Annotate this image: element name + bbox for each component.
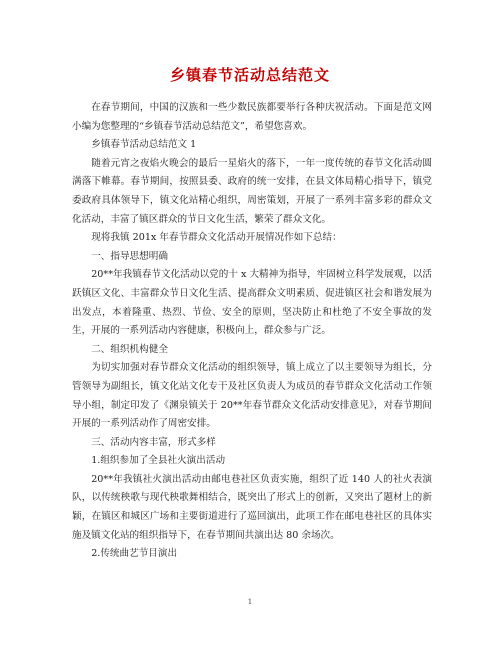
paragraph-section-3-1: 20**年我镇社火演出活动由邮电巷社区负责实施，组织了近 140 人的社火表演队，以传统秧歌与现代秧歌舞相结合，既突出了形式上的创新，又突出了题材上的新颖，在镇区和城区广场和主要街道进行了巡回演出，此项工作在邮电巷社区的具体实施及镇文化站的组织指导下，在春节期间共演出达 80 余场次。	[72, 473, 432, 541]
paragraph-section-2: 为切实加强对春节群众文化活动的组织领导，镇上成立了以主要领导为组长，分管领导为副组长，镇文化站文化专干及社区负责人为成员的春节群众文化活动工作领导小组，制定印发了《渊泉镇关于 20**年春节群众文化活动安排意见》，对春节期间开展的一系列活动作了周密安排。	[72, 362, 432, 430]
subheading-3-2: 2.传统曲艺节目演出	[91, 548, 178, 560]
paragraph-summary: 随着元宵之夜焰火晚会的最后一星焰火的落下，一年一度传统的春节文化活动圆满落下帷幕。春节期间，按照县委、政府的统一安排，在县文体局精心指导下，镇党委政府具体领导下，镇文化站精心组织，周密策划，开展了一系列丰富多彩的群众文化活动，丰富了镇区群众的节日文化生活，繁荣了群众文化。	[72, 157, 432, 225]
subheading-3-1: 1.组织参加了全县社火演出活动	[91, 455, 226, 467]
paragraph-lead-in: 现将我镇 201x 年春节群众文化活动开展情况作如下总结：	[91, 232, 342, 244]
paragraph-section-1: 20**年我镇春节文化活动以党的十 x 大精神为指导，牢固树立科学发展观，以活跃镇区文化、丰富群众节日文化生活、提高群众文明素质、促进镇区社会和谐发展为出发点，本着隆重、热烈、节俭、安全的原则，坚决防止和杜绝了不安全事故的发生，开展的一系列活动内容健康，积极向上，群众参与广泛。	[72, 269, 432, 337]
document-body	[72, 99, 432, 564]
section-heading-1: 一、指导思想明确	[91, 250, 168, 262]
page-number: 1	[247, 598, 253, 606]
section-heading-3: 三、活动内容丰富，形式多样	[91, 436, 216, 448]
paragraph-intro: 在春节期间，中国的汉族和一些少数民族都要举行各种庆祝活动。下面是范文网小编为您整理的“乡镇春节活动总结范文”，希望您喜欢。	[72, 102, 432, 132]
section-heading-2: 二、组织机构健全	[91, 343, 168, 355]
document-title: 乡镇春节活动总结范文	[169, 66, 330, 84]
paragraph-subtitle: 乡镇春节活动总结范文 1	[91, 139, 197, 151]
